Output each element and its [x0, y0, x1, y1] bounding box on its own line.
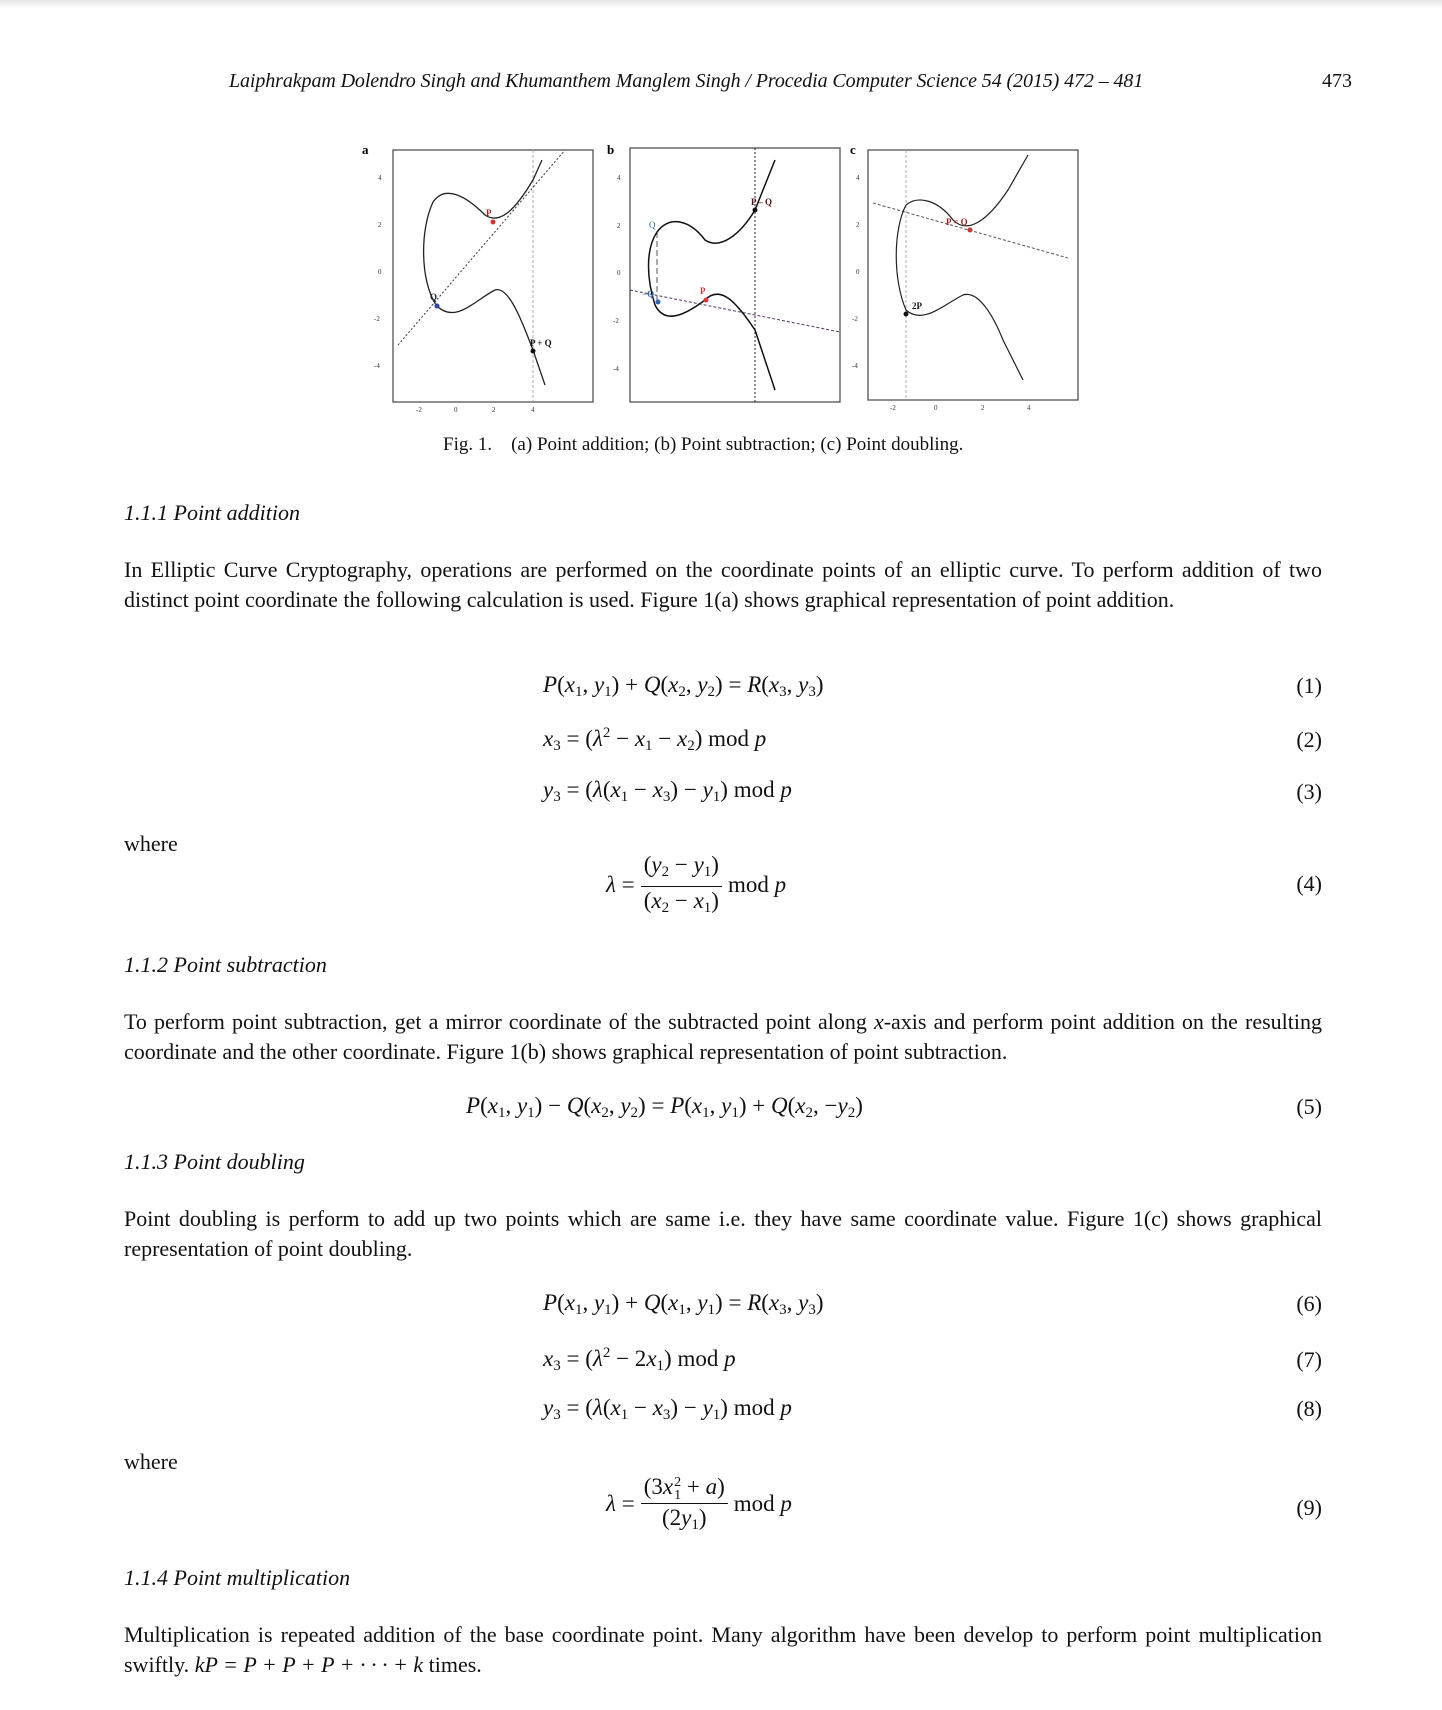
equation-number-3: (3) — [1296, 779, 1322, 804]
formula-kp: kP = P + P + P + · · · + k — [194, 1652, 424, 1677]
svg-text:-2: -2 — [852, 315, 858, 323]
svg-text:2: 2 — [856, 221, 860, 229]
svg-text:Q: Q — [430, 292, 438, 302]
equation-8: $y_3 = (\lambda(x_1 - x_3) - y_1)$ mod p — [543, 1395, 792, 1423]
svg-text:0: 0 — [378, 268, 382, 276]
paragraph-point-subtraction — [124, 1007, 1322, 1067]
equation-number-1: (1) — [1296, 673, 1322, 698]
paragraph-point-multiplication — [124, 1620, 1322, 1680]
paragraph-part: Multiplication is repeated addition of the base coordinate point. Many algorithm have been develop to perform point multiplication swiftly. — [124, 1622, 1322, 1677]
panel-a-label: a — [362, 142, 369, 157]
svg-text:P: P — [700, 286, 706, 296]
panel-b-label: b — [607, 142, 615, 157]
svg-text:4: 4 — [531, 406, 535, 414]
equation-2: $x_3 = (\lambda^2 - x_1 - x_2)$ mod p — [543, 725, 767, 754]
svg-text:-4: -4 — [374, 362, 380, 370]
equation-number-6: (6) — [1296, 1291, 1322, 1316]
svg-text:2P: 2P — [912, 301, 922, 311]
equation-5: $P(x_1$, $y_1) - Q(x_2$, $y_2) = P(x_1$, $y_1) + Q(x_2$, $-y_2$) — [466, 1093, 863, 1121]
svg-text:2: 2 — [492, 406, 496, 414]
equation-number-2: (2) — [1296, 727, 1322, 752]
panel-c-label: c — [850, 142, 856, 157]
svg-text:0: 0 — [934, 404, 938, 412]
variable-x: x — [873, 1009, 884, 1034]
equation-7: $x_3 = (\lambda^2 - 2x_1)$ mod p — [543, 1345, 736, 1374]
equation-6: $P(x_1$, $y_1) + Q(x_1$, $y_1) = R(x_3$, $y_3$) — [543, 1290, 824, 1318]
caption-text: (a) Point addition; (b) Point subtraction; (c) Point doubling. — [511, 434, 964, 455]
section-heading-point-doubling: 1.1.3 Point doubling — [124, 1149, 305, 1174]
panel-b — [607, 142, 840, 402]
svg-text:0: 0 — [454, 406, 458, 414]
section-heading-point-multiplication: 1.1.4 Point multiplication — [124, 1565, 351, 1590]
svg-text:P: P — [486, 208, 492, 218]
svg-text:0: 0 — [856, 268, 860, 276]
paragraph-part: times. — [423, 1652, 482, 1677]
svg-text:-2: -2 — [416, 406, 422, 414]
svg-text:P + Q: P + Q — [530, 338, 552, 348]
panel-c — [850, 142, 1078, 412]
equation-9: λ = (3x 2 1 + a) $(2y_1)$ mod p — [606, 1474, 792, 1533]
equation-number-4: (4) — [1296, 871, 1322, 896]
figure-1 — [350, 140, 1100, 420]
top-shadow — [0, 0, 1442, 8]
svg-text:P – Q: P – Q — [751, 197, 773, 207]
where-label-1: where — [124, 831, 178, 856]
section-heading-point-subtraction: 1.1.2 Point subtraction — [124, 952, 327, 977]
svg-text:-2: -2 — [374, 315, 380, 323]
svg-text:−Q: −Q — [642, 289, 655, 299]
paragraph-point-doubling: Point doubling is perform to add up two points which are same i.e. they have same coordinate value. Figure 1(c) shows graphical representation of point doubling. — [124, 1206, 1322, 1261]
svg-text:4: 4 — [378, 174, 382, 182]
svg-text:P = Q: P = Q — [946, 217, 968, 227]
svg-text:4: 4 — [1027, 404, 1031, 412]
svg-text:2: 2 — [981, 404, 985, 412]
paragraph-part: -axis and perform point addition on the resulting coordinate and the other coordinate. Figure 1(b) shows graphical representation of point subtraction. — [124, 1009, 1323, 1064]
point-q-label: Q — [649, 220, 656, 230]
svg-text:-4: -4 — [852, 362, 858, 370]
caption-label: Fig. 1. — [443, 434, 493, 455]
figure-caption — [443, 434, 963, 456]
equation-number-7: (7) — [1296, 1347, 1322, 1372]
equation-3: $y_3 = (\lambda(x_1 - x_3) - y_1)$ mod p — [543, 777, 792, 805]
section-heading-point-addition: 1.1.1 Point addition — [124, 500, 300, 525]
panel-a — [362, 142, 593, 414]
svg-text:4: 4 — [617, 174, 621, 182]
equation-number-8: (8) — [1296, 1396, 1322, 1421]
svg-text:-2: -2 — [890, 404, 896, 412]
equation-number-5: (5) — [1296, 1094, 1322, 1119]
svg-text:-4: -4 — [613, 365, 619, 373]
svg-text:2: 2 — [378, 221, 382, 229]
page-number: 473 — [1322, 70, 1352, 92]
running-header: Laiphrakpam Dolendro Singh and Khumanthem Manglem Singh / Procedia Computer Science 54 (2015) 472 – 481 — [229, 70, 1144, 92]
svg-text:0: 0 — [617, 269, 621, 277]
where-label-2: where — [124, 1449, 178, 1474]
svg-text:2: 2 — [617, 222, 621, 230]
paragraph-part: To perform point subtraction, get a mirror coordinate of the subtracted point along — [124, 1009, 874, 1034]
equation-number-9: (9) — [1296, 1495, 1322, 1520]
equation-4: λ = $\frac{(y_2 - y_1)}{(x_2 - x_1)}$ mod p — [606, 852, 787, 916]
paragraph-point-addition: In Elliptic Curve Cryptography, operations are performed on the coordinate points of an elliptic curve. To perform addition of two distinct point coordinate the following calculation is used. Figure 1(a) shows graphical representation of point addition. — [124, 557, 1322, 612]
equation-1: $P(x_1$, $y_1) + Q(x_2$, $y_2) = R(x_3$, $y_3$) — [543, 672, 824, 700]
svg-text:-2: -2 — [613, 317, 619, 325]
svg-text:4: 4 — [856, 174, 860, 182]
